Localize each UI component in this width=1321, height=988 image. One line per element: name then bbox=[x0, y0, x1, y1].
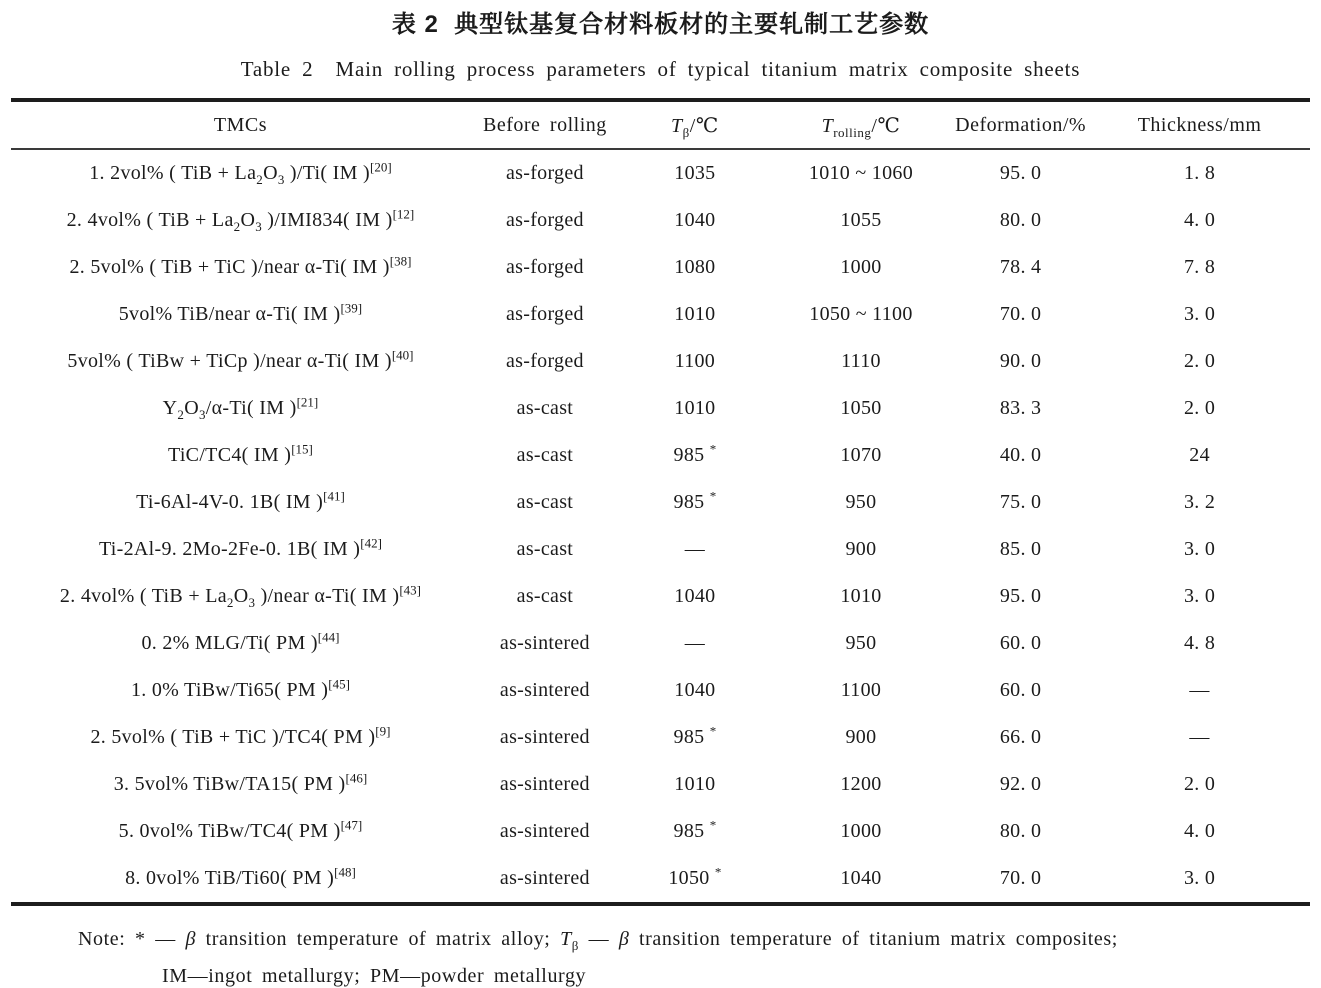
cell-t-rolling: 1055 bbox=[840, 209, 882, 231]
table-row bbox=[11, 620, 1310, 667]
cell-t-beta: 1100 bbox=[674, 350, 716, 372]
cell-deformation: 75. 0 bbox=[999, 491, 1042, 513]
cell-deformation: 60. 0 bbox=[999, 632, 1042, 654]
cell-before-rolling: as-cast bbox=[516, 538, 574, 560]
cell-thickness: 3. 2 bbox=[1183, 491, 1216, 513]
cell-t-beta: 1010 bbox=[674, 397, 716, 419]
table-header bbox=[11, 100, 1310, 149]
cell-t-rolling: 1050 bbox=[840, 397, 882, 419]
cell-t-beta: 985 * bbox=[673, 817, 717, 842]
cell-tmcs: 2. 5vol% ( TiB + TiC )/TC4( PM )[9] bbox=[90, 723, 391, 748]
note-line-1: Note: * — β transition temperature of matrix alloy; $T_\beta$ — β transition temperature of titanium matrix composites; bbox=[78, 928, 1118, 953]
cell-t-beta: 985 * bbox=[673, 723, 717, 748]
table-title-chinese: 表 2 典型钛基复合材料板材的主要轧制工艺参数 bbox=[391, 11, 930, 38]
cell-t-beta: 1010 bbox=[674, 773, 716, 795]
cell-t-rolling: 1010 bbox=[840, 585, 882, 607]
column-header-t-rolling: $T_{rolling}/℃$ bbox=[770, 100, 952, 149]
cell-t-rolling: 950 bbox=[845, 632, 877, 654]
cell-tmcs: 5. 0vol% TiBw/TC4( PM )[47] bbox=[118, 817, 363, 842]
cell-deformation: 83. 3 bbox=[999, 397, 1042, 419]
column-header-deformation: Deformation/% bbox=[952, 100, 1089, 149]
cell-thickness: 24 bbox=[1189, 444, 1210, 466]
table-title-english: Table 2 Main rolling process parameters of typical titanium matrix composite sheets bbox=[240, 57, 1081, 81]
cell-t-beta: 985 * bbox=[673, 488, 717, 513]
cell-tmcs: 8. 0vol% TiB/Ti60( PM )[48] bbox=[125, 864, 356, 889]
cell-thickness: 4. 0 bbox=[1183, 209, 1216, 231]
cell-before-rolling: as-forged bbox=[505, 209, 584, 231]
cell-before-rolling: as-cast bbox=[516, 444, 574, 466]
table-row bbox=[11, 573, 1310, 620]
cell-tmcs: 3. 5vol% TiBw/TA15( PM )[46] bbox=[113, 770, 368, 795]
table-row bbox=[11, 385, 1310, 432]
cell-t-rolling: 1100 bbox=[840, 679, 882, 701]
cell-thickness: 1. 8 bbox=[1183, 162, 1216, 184]
cell-deformation: 85. 0 bbox=[999, 538, 1042, 560]
cell-deformation: 70. 0 bbox=[999, 867, 1042, 889]
cell-t-beta: 985 * bbox=[673, 441, 717, 466]
cell-thickness: 2. 0 bbox=[1183, 350, 1216, 372]
cell-tmcs: 5vol% ( TiBw + TiCp )/near α-Ti( IM )[40] bbox=[67, 347, 414, 372]
cell-t-rolling: 1110 bbox=[841, 350, 881, 372]
table-row bbox=[11, 526, 1310, 573]
header-row bbox=[11, 100, 1310, 149]
cell-thickness: 2. 0 bbox=[1183, 773, 1216, 795]
cell-thickness: 3. 0 bbox=[1183, 585, 1216, 607]
cell-t-beta: 1040 bbox=[674, 679, 716, 701]
cell-deformation: 78. 4 bbox=[999, 256, 1042, 278]
cell-thickness: 3. 0 bbox=[1183, 303, 1216, 325]
table-row bbox=[11, 244, 1310, 291]
cell-thickness: 4. 8 bbox=[1183, 632, 1216, 654]
cell-t-rolling: 1010 ~ 1060 bbox=[808, 162, 914, 184]
cell-thickness: 4. 0 bbox=[1183, 820, 1216, 842]
cell-before-rolling: as-cast bbox=[516, 491, 574, 513]
cell-tmcs: 2. 4vol% ( TiB + $La_2O_3$ )/near α-Ti( IM )[43] bbox=[59, 582, 421, 610]
cell-before-rolling: as-cast bbox=[516, 585, 574, 607]
table-row bbox=[11, 667, 1310, 714]
cell-tmcs: 0. 2% MLG/Ti( PM )[44] bbox=[141, 629, 340, 654]
cell-t-rolling: 1200 bbox=[840, 773, 882, 795]
table-row bbox=[11, 291, 1310, 338]
cell-thickness: 3. 0 bbox=[1183, 538, 1216, 560]
cell-deformation: 92. 0 bbox=[999, 773, 1042, 795]
cell-t-beta: 1050 * bbox=[668, 864, 722, 889]
cell-tmcs: TiC/TC4( IM )[15] bbox=[168, 441, 313, 466]
cell-before-rolling: as-sintered bbox=[499, 726, 590, 748]
cell-before-rolling: as-sintered bbox=[499, 867, 590, 889]
cell-before-rolling: as-forged bbox=[505, 350, 584, 372]
cell-thickness: 3. 0 bbox=[1183, 867, 1216, 889]
table-note bbox=[78, 928, 1281, 988]
table-row bbox=[11, 479, 1310, 526]
cell-t-rolling: 900 bbox=[845, 726, 877, 748]
note-line-2: IM—ingot metallurgy; PM—powder metallurgy bbox=[162, 965, 587, 987]
cell-t-beta: — bbox=[684, 538, 706, 560]
cell-t-rolling: 1050 ~ 1100 bbox=[809, 303, 913, 325]
cell-t-beta: 1010 bbox=[674, 303, 716, 325]
cell-before-rolling: as-sintered bbox=[499, 773, 590, 795]
cell-before-rolling: as-sintered bbox=[499, 632, 590, 654]
cell-before-rolling: as-forged bbox=[505, 303, 584, 325]
cell-t-beta: — bbox=[684, 632, 706, 654]
cell-deformation: 90. 0 bbox=[999, 350, 1042, 372]
cell-deformation: 80. 0 bbox=[999, 820, 1042, 842]
column-header-thickness: Thickness/mm bbox=[1089, 100, 1310, 149]
cell-before-rolling: as-sintered bbox=[499, 679, 590, 701]
cell-deformation: 80. 0 bbox=[999, 209, 1042, 231]
table-row bbox=[11, 714, 1310, 761]
cell-before-rolling: as-forged bbox=[505, 256, 584, 278]
cell-t-rolling: 1000 bbox=[840, 820, 882, 842]
cell-thickness: 2. 0 bbox=[1183, 397, 1216, 419]
cell-tmcs: 2. 4vol% ( TiB + $La_2O_3$ )/IMI834( IM )[12] bbox=[66, 206, 415, 234]
cell-t-rolling: 1040 bbox=[840, 867, 882, 889]
table-row bbox=[11, 855, 1310, 904]
column-header-before-rolling: Before rolling bbox=[470, 100, 620, 149]
cell-deformation: 95. 0 bbox=[999, 585, 1042, 607]
column-header-t-beta: $T_\beta/℃$ bbox=[620, 100, 770, 149]
table-row bbox=[11, 149, 1310, 197]
cell-t-beta: 1080 bbox=[674, 256, 716, 278]
cell-deformation: 66. 0 bbox=[999, 726, 1042, 748]
rolling-parameters-table bbox=[11, 98, 1310, 906]
cell-t-rolling: 1000 bbox=[840, 256, 882, 278]
cell-t-beta: 1035 bbox=[674, 162, 716, 184]
cell-deformation: 40. 0 bbox=[999, 444, 1042, 466]
cell-before-rolling: as-cast bbox=[516, 397, 574, 419]
cell-tmcs: Ti-6Al-4V-0. 1B( IM )[41] bbox=[136, 488, 345, 513]
cell-tmcs: $Y_2O_3/\alpha-Ti$( IM )[21] bbox=[162, 394, 319, 422]
cell-tmcs: 5vol% TiB/near α-Ti( IM )[39] bbox=[118, 300, 363, 325]
cell-deformation: 70. 0 bbox=[999, 303, 1042, 325]
cell-before-rolling: as-sintered bbox=[499, 820, 590, 842]
table-body bbox=[11, 149, 1310, 904]
cell-t-rolling: 1070 bbox=[840, 444, 882, 466]
cell-deformation: 60. 0 bbox=[999, 679, 1042, 701]
table-row bbox=[11, 197, 1310, 244]
table-row bbox=[11, 338, 1310, 385]
cell-thickness: 7. 8 bbox=[1183, 256, 1216, 278]
cell-tmcs: Ti-2Al-9. 2Mo-2Fe-0. 1B( IM )[42] bbox=[98, 535, 382, 560]
table-row bbox=[11, 761, 1310, 808]
table-row bbox=[11, 432, 1310, 479]
cell-tmcs: 1. 2vol% ( TiB + $La_2O_3$ )/Ti( IM )[20] bbox=[89, 159, 392, 187]
table-row bbox=[11, 808, 1310, 855]
cell-t-rolling: 900 bbox=[845, 538, 877, 560]
column-header-tmcs: TMCs bbox=[11, 100, 470, 149]
cell-thickness: — bbox=[1189, 679, 1210, 701]
cell-tmcs: 2. 5vol% ( TiB + TiC )/near α-Ti( IM )[38] bbox=[69, 253, 412, 278]
cell-t-rolling: 950 bbox=[845, 491, 877, 513]
cell-thickness: — bbox=[1189, 726, 1210, 748]
cell-deformation: 95. 0 bbox=[999, 162, 1042, 184]
cell-t-beta: 1040 bbox=[674, 209, 716, 231]
cell-t-beta: 1040 bbox=[674, 585, 716, 607]
cell-before-rolling: as-forged bbox=[505, 162, 584, 184]
cell-tmcs: 1. 0% TiBw/Ti65( PM )[45] bbox=[130, 676, 350, 701]
